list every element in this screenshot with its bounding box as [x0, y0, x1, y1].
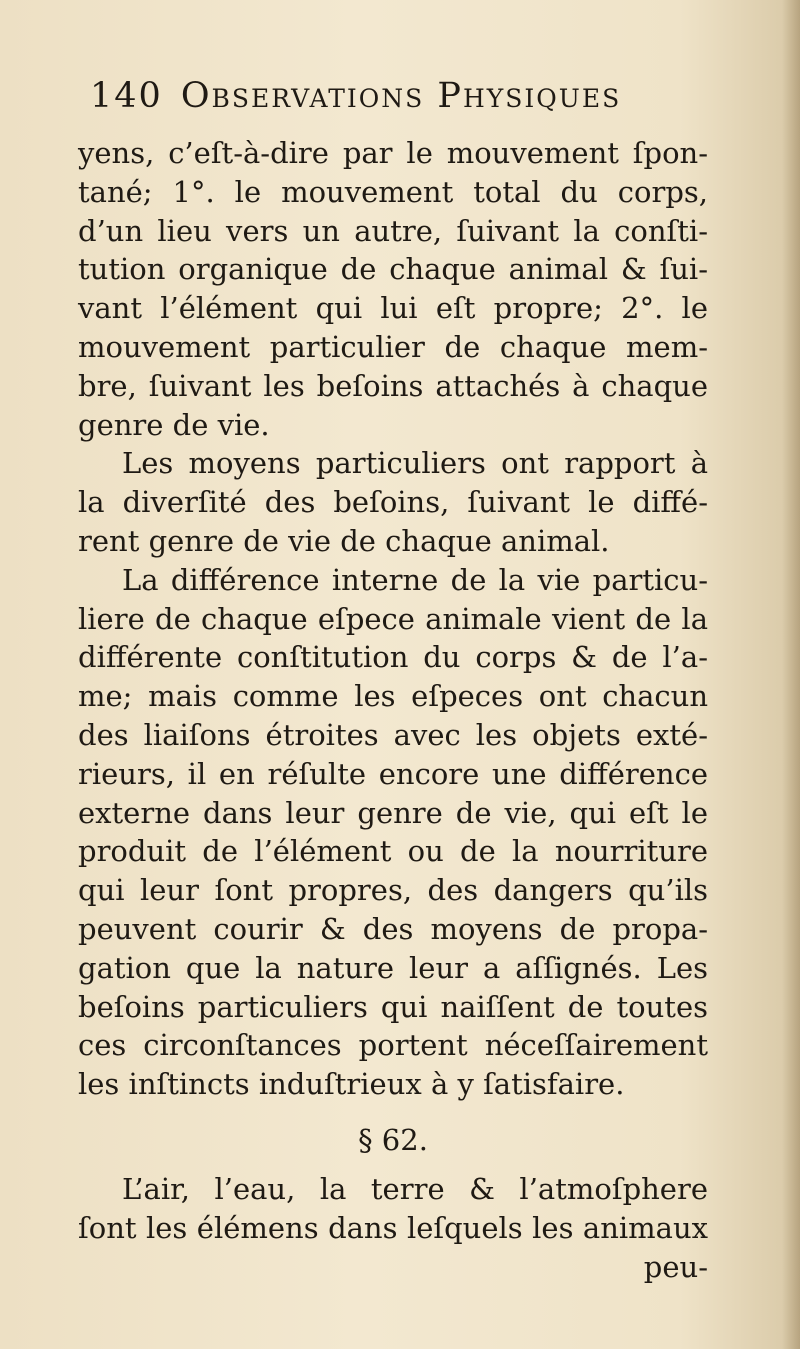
text-line: ces circonſtances portent néceſſairement	[78, 1028, 708, 1063]
text-line: peuvent courir & des moyens de propa-	[78, 911, 708, 946]
text-line: différente conſtitution du corps & de l’a-	[78, 640, 708, 675]
text-line: mouvement particulier de chaque mem-	[78, 329, 708, 364]
text-line: La différence interne de la vie particu-	[122, 562, 708, 597]
text-line: gation que la nature leur a aſſignés. Les	[78, 950, 708, 985]
text-line: Les moyens particuliers ont rapport à	[122, 446, 708, 481]
text-line: tution organique de chaque animal & ſui-	[78, 252, 708, 287]
text-line: d’un lieu vers un autre, ſuivant la conſti-	[78, 213, 708, 248]
text-line: vant l’élément qui lui eſt propre; 2°. le	[78, 291, 708, 326]
text-line: tané; 1°. le mouvement total du corps,	[78, 174, 708, 209]
text-line: rieurs, il en réſulte encore une différence	[78, 756, 708, 791]
text-line: ſont les élémens dans leſquels les animaux	[78, 1210, 708, 1245]
section-heading: § 62.	[358, 1122, 428, 1157]
text-line: rent genre de vie de chaque animal.	[78, 523, 610, 558]
text-line: me; mais comme les eſpeces ont chacun	[78, 679, 708, 714]
text-line: produit de l’élément ou de la nourriture	[78, 834, 708, 869]
text-line: liere de chaque eſpece animale vient de la	[78, 601, 708, 636]
text-line: qui leur ſont propres, des dangers qu’ils	[78, 873, 708, 908]
text-line: yens, c’eſt-à-dire par le mouvement ſpon-	[78, 136, 708, 170]
text-line: L’air, l’eau, la terre & l’atmoſphere	[122, 1171, 708, 1206]
page-body-text	[78, 134, 708, 1286]
text-line: les inſtincts induſtrieux à y ſatisfaire.	[78, 1067, 625, 1102]
page-number: 140	[90, 76, 163, 116]
text-line: des liaiſons étroites avec les objets exté-	[78, 717, 708, 752]
text-line: genre de vie.	[78, 407, 270, 442]
running-header	[90, 72, 680, 120]
text-line: bre, ſuivant les beſoins attachés à chaque	[78, 368, 708, 403]
page-edge-shadow	[782, 0, 800, 1349]
text-line: la diverſité des beſoins, ſuivant le diffé-	[78, 485, 708, 520]
text-line: beſoins particuliers qui naiſſent de toutes	[78, 989, 708, 1024]
text-line: externe dans leur genre de vie, qui eſt le	[78, 795, 708, 830]
running-title: Observations Physiques	[180, 76, 622, 116]
catchword: peu-	[643, 1249, 708, 1284]
